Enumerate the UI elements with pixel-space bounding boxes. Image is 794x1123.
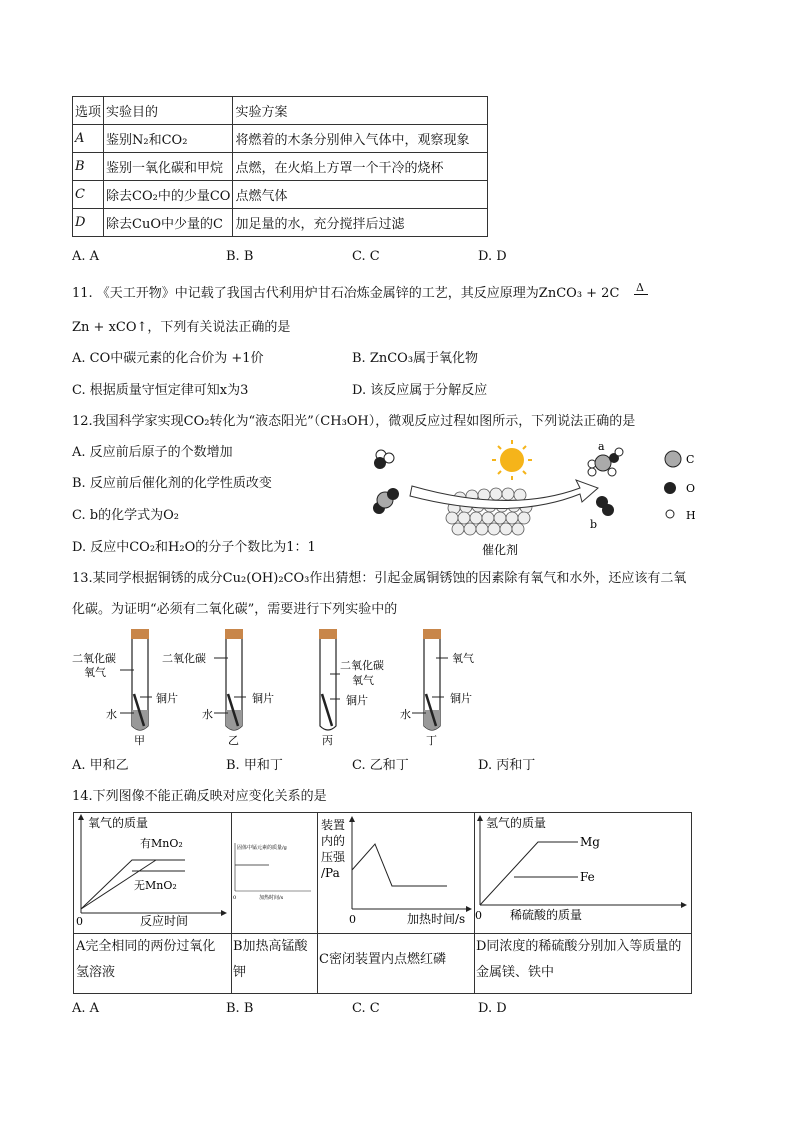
gas1-label: 二氧化碳 xyxy=(72,652,116,665)
reaction-arrow-line xyxy=(634,294,648,295)
q11-option-a[interactable]: A. CO中碳元素的化合价为 +1价 xyxy=(72,351,264,366)
legend-carbon: C xyxy=(686,453,695,466)
water-molecule xyxy=(374,450,394,469)
table-cell: 将燃着的木条分别伸入气体中，观察现象 xyxy=(233,125,488,153)
y-axis-label: 内的 xyxy=(321,834,346,848)
q14-option-d[interactable]: D. D xyxy=(478,1001,507,1016)
gas2-label: 氧气 xyxy=(84,666,106,679)
catalyst-label: 催化剂 xyxy=(482,543,519,557)
gas1-label: 二氧化碳 xyxy=(162,652,206,665)
test-tube-bing xyxy=(319,629,384,747)
water-label: 水 xyxy=(106,708,117,721)
water-label: 水 xyxy=(202,708,213,721)
q12-stem: 12.我国科学家实现CO₂转化为“液态阳光”（CH₃OH），微观反应过程如图所示，下列说法正确的是 xyxy=(72,414,636,429)
caption-d: D同浓度的稀硫酸分别加入等质量的金属镁、铁中 xyxy=(476,939,682,980)
x-axis-label: 加热时间/s xyxy=(407,912,466,926)
q14-option-a[interactable]: A. A xyxy=(72,1001,100,1016)
tube-name: 丁 xyxy=(426,734,437,747)
graph-a xyxy=(74,813,231,933)
table-cell: 加足量的水，充分搅拌后过滤 xyxy=(233,209,488,237)
graph-b xyxy=(231,813,317,933)
q14-option-b[interactable]: B. B xyxy=(226,1001,254,1016)
q14-stem: 14.下列图像不能正确反映对应变化关系的是 xyxy=(72,789,327,804)
table-cell: 点燃，在火焰上方罩一个干冷的烧杯 xyxy=(233,153,488,181)
q13-test-tubes-figure xyxy=(68,624,488,748)
q11-option-b[interactable]: B. ZnCO₃属于氧化物 xyxy=(352,351,479,366)
y-axis-label: 装置 xyxy=(321,818,346,832)
table-cell: 选项 xyxy=(73,97,104,125)
caption-a: A完全相同的两份过氧化氢溶液 xyxy=(76,939,216,980)
gas1-label: 氧气 xyxy=(452,652,474,665)
series-label: 无MnO₂ xyxy=(134,879,177,892)
gas2-label: 氧气 xyxy=(352,674,374,687)
table-cell: 除去CuO中少量的C xyxy=(104,209,233,237)
catalyst xyxy=(446,488,532,535)
test-tube-yi xyxy=(162,629,274,747)
copper-label: 铜片 xyxy=(450,692,472,705)
series-label: 有MnO₂ xyxy=(140,837,183,850)
co2-molecule xyxy=(373,488,399,514)
y-axis-label: 固体中锰元素的质量/g xyxy=(237,845,287,851)
q13-option-d[interactable]: D. 丙和丁 xyxy=(478,758,536,773)
table-cell: 鉴别一氧化碳和甲烷 xyxy=(104,153,233,181)
x-axis-label: 稀硫酸的质量 xyxy=(510,908,583,922)
q11-option-d[interactable]: D. 该反应属于分解反应 xyxy=(352,383,488,398)
test-tube-jia xyxy=(72,629,178,747)
table-cell: B xyxy=(73,153,104,181)
sun-icon xyxy=(492,440,532,480)
q13-option-b[interactable]: B. 甲和丁 xyxy=(226,758,283,773)
methanol-molecule xyxy=(588,448,623,476)
table-cell: 实验方案 xyxy=(233,97,488,125)
legend xyxy=(664,451,696,522)
q10-option-b[interactable]: B. B xyxy=(226,249,254,264)
label-b: b xyxy=(590,518,598,531)
series-label: Fe xyxy=(580,870,595,884)
test-tube-ding xyxy=(400,629,474,747)
tube-name: 甲 xyxy=(134,734,145,747)
q14-table xyxy=(73,812,692,994)
table-cell: D xyxy=(73,209,104,237)
tube-name: 丙 xyxy=(322,734,333,747)
copper-label: 铜片 xyxy=(346,694,368,707)
oxygen-molecule xyxy=(596,496,614,516)
table-cell: C xyxy=(73,181,104,209)
origin-label: 0 xyxy=(475,909,482,922)
caption-c: C密闭装置内点燃红磷 xyxy=(319,952,446,967)
table-row xyxy=(73,153,488,181)
table-cell: A xyxy=(73,125,104,153)
q12-option-d[interactable]: D. 反应中CO₂和H₂O的分子个数比为1：1 xyxy=(72,540,316,555)
q12-reaction-figure xyxy=(360,436,710,560)
gas1-label: 二氧化碳 xyxy=(340,659,384,672)
q10-option-d[interactable]: D. D xyxy=(478,249,507,264)
table-cell: 鉴别N₂和CO₂ xyxy=(104,125,233,153)
y-axis-label: /Pa xyxy=(321,866,340,880)
q13-option-a[interactable]: A. 甲和乙 xyxy=(72,758,129,773)
water-label: 水 xyxy=(400,708,411,721)
q10-table xyxy=(72,96,488,237)
q13-stem: 13.某同学根据铜锈的成分Cu₂(OH)₂CO₃作出猜想：引起金属铜锈蚀的因素除有氧气和水外，还应该有二氧 xyxy=(72,571,687,586)
q11-delta: Δ xyxy=(636,281,644,294)
table-row xyxy=(73,125,488,153)
caption-b: B加热高锰酸钾 xyxy=(233,939,308,980)
origin-label: 0 xyxy=(76,915,83,928)
table-row xyxy=(73,181,488,209)
y-axis-label: 压强 xyxy=(321,850,346,864)
y-axis-label: 氢气的质量 xyxy=(486,816,547,830)
tube-name: 乙 xyxy=(228,734,239,747)
q10-option-a[interactable]: A. A xyxy=(72,249,100,264)
y-axis-label: 氧气的质量 xyxy=(88,816,149,830)
table-cell: 实验目的 xyxy=(104,97,233,125)
x-axis-label: 反应时间 xyxy=(140,914,189,928)
q12-option-a[interactable]: A. 反应前后原子的个数增加 xyxy=(72,445,233,460)
table-cell: 点燃气体 xyxy=(233,181,488,209)
q12-option-c[interactable]: C. b的化学式为O₂ xyxy=(72,508,179,523)
origin-label: 0 xyxy=(349,913,356,926)
series-label: Mg xyxy=(580,835,600,849)
q13-option-c[interactable]: C. 乙和丁 xyxy=(352,758,409,773)
table-row xyxy=(73,97,488,125)
table-cell: 除去CO₂中的少量CO xyxy=(104,181,233,209)
legend-oxygen: O xyxy=(686,482,696,495)
q13-stem-cont: 化碳。为证明“必须有二氧化碳”，需要进行下列实验中的 xyxy=(72,602,398,617)
q10-option-c[interactable]: C. C xyxy=(352,249,380,264)
copper-label: 铜片 xyxy=(156,692,178,705)
q14-option-c[interactable]: C. C xyxy=(352,1001,380,1016)
table-row xyxy=(73,209,488,237)
legend-hydrogen: H xyxy=(686,509,696,522)
graph-c xyxy=(317,813,474,933)
q11-stem-cont: Zn + xCO↑，下列有关说法正确的是 xyxy=(72,320,291,335)
copper-label: 铜片 xyxy=(252,692,274,705)
x-axis-label: 加热时间/s xyxy=(259,895,284,901)
label-a: a xyxy=(598,440,605,453)
graph-d xyxy=(474,813,691,933)
q11-option-c[interactable]: C. 根据质量守恒定律可知x为3 xyxy=(72,383,249,398)
q11-stem: 11. 《天工开物》中记载了我国古代利用炉甘石冶炼金属锌的工艺，其反应原理为ZnCO₃ + 2C xyxy=(72,286,620,301)
q12-option-b[interactable]: B. 反应前后催化剂的化学性质改变 xyxy=(72,476,272,491)
origin-label: 0 xyxy=(233,895,237,901)
